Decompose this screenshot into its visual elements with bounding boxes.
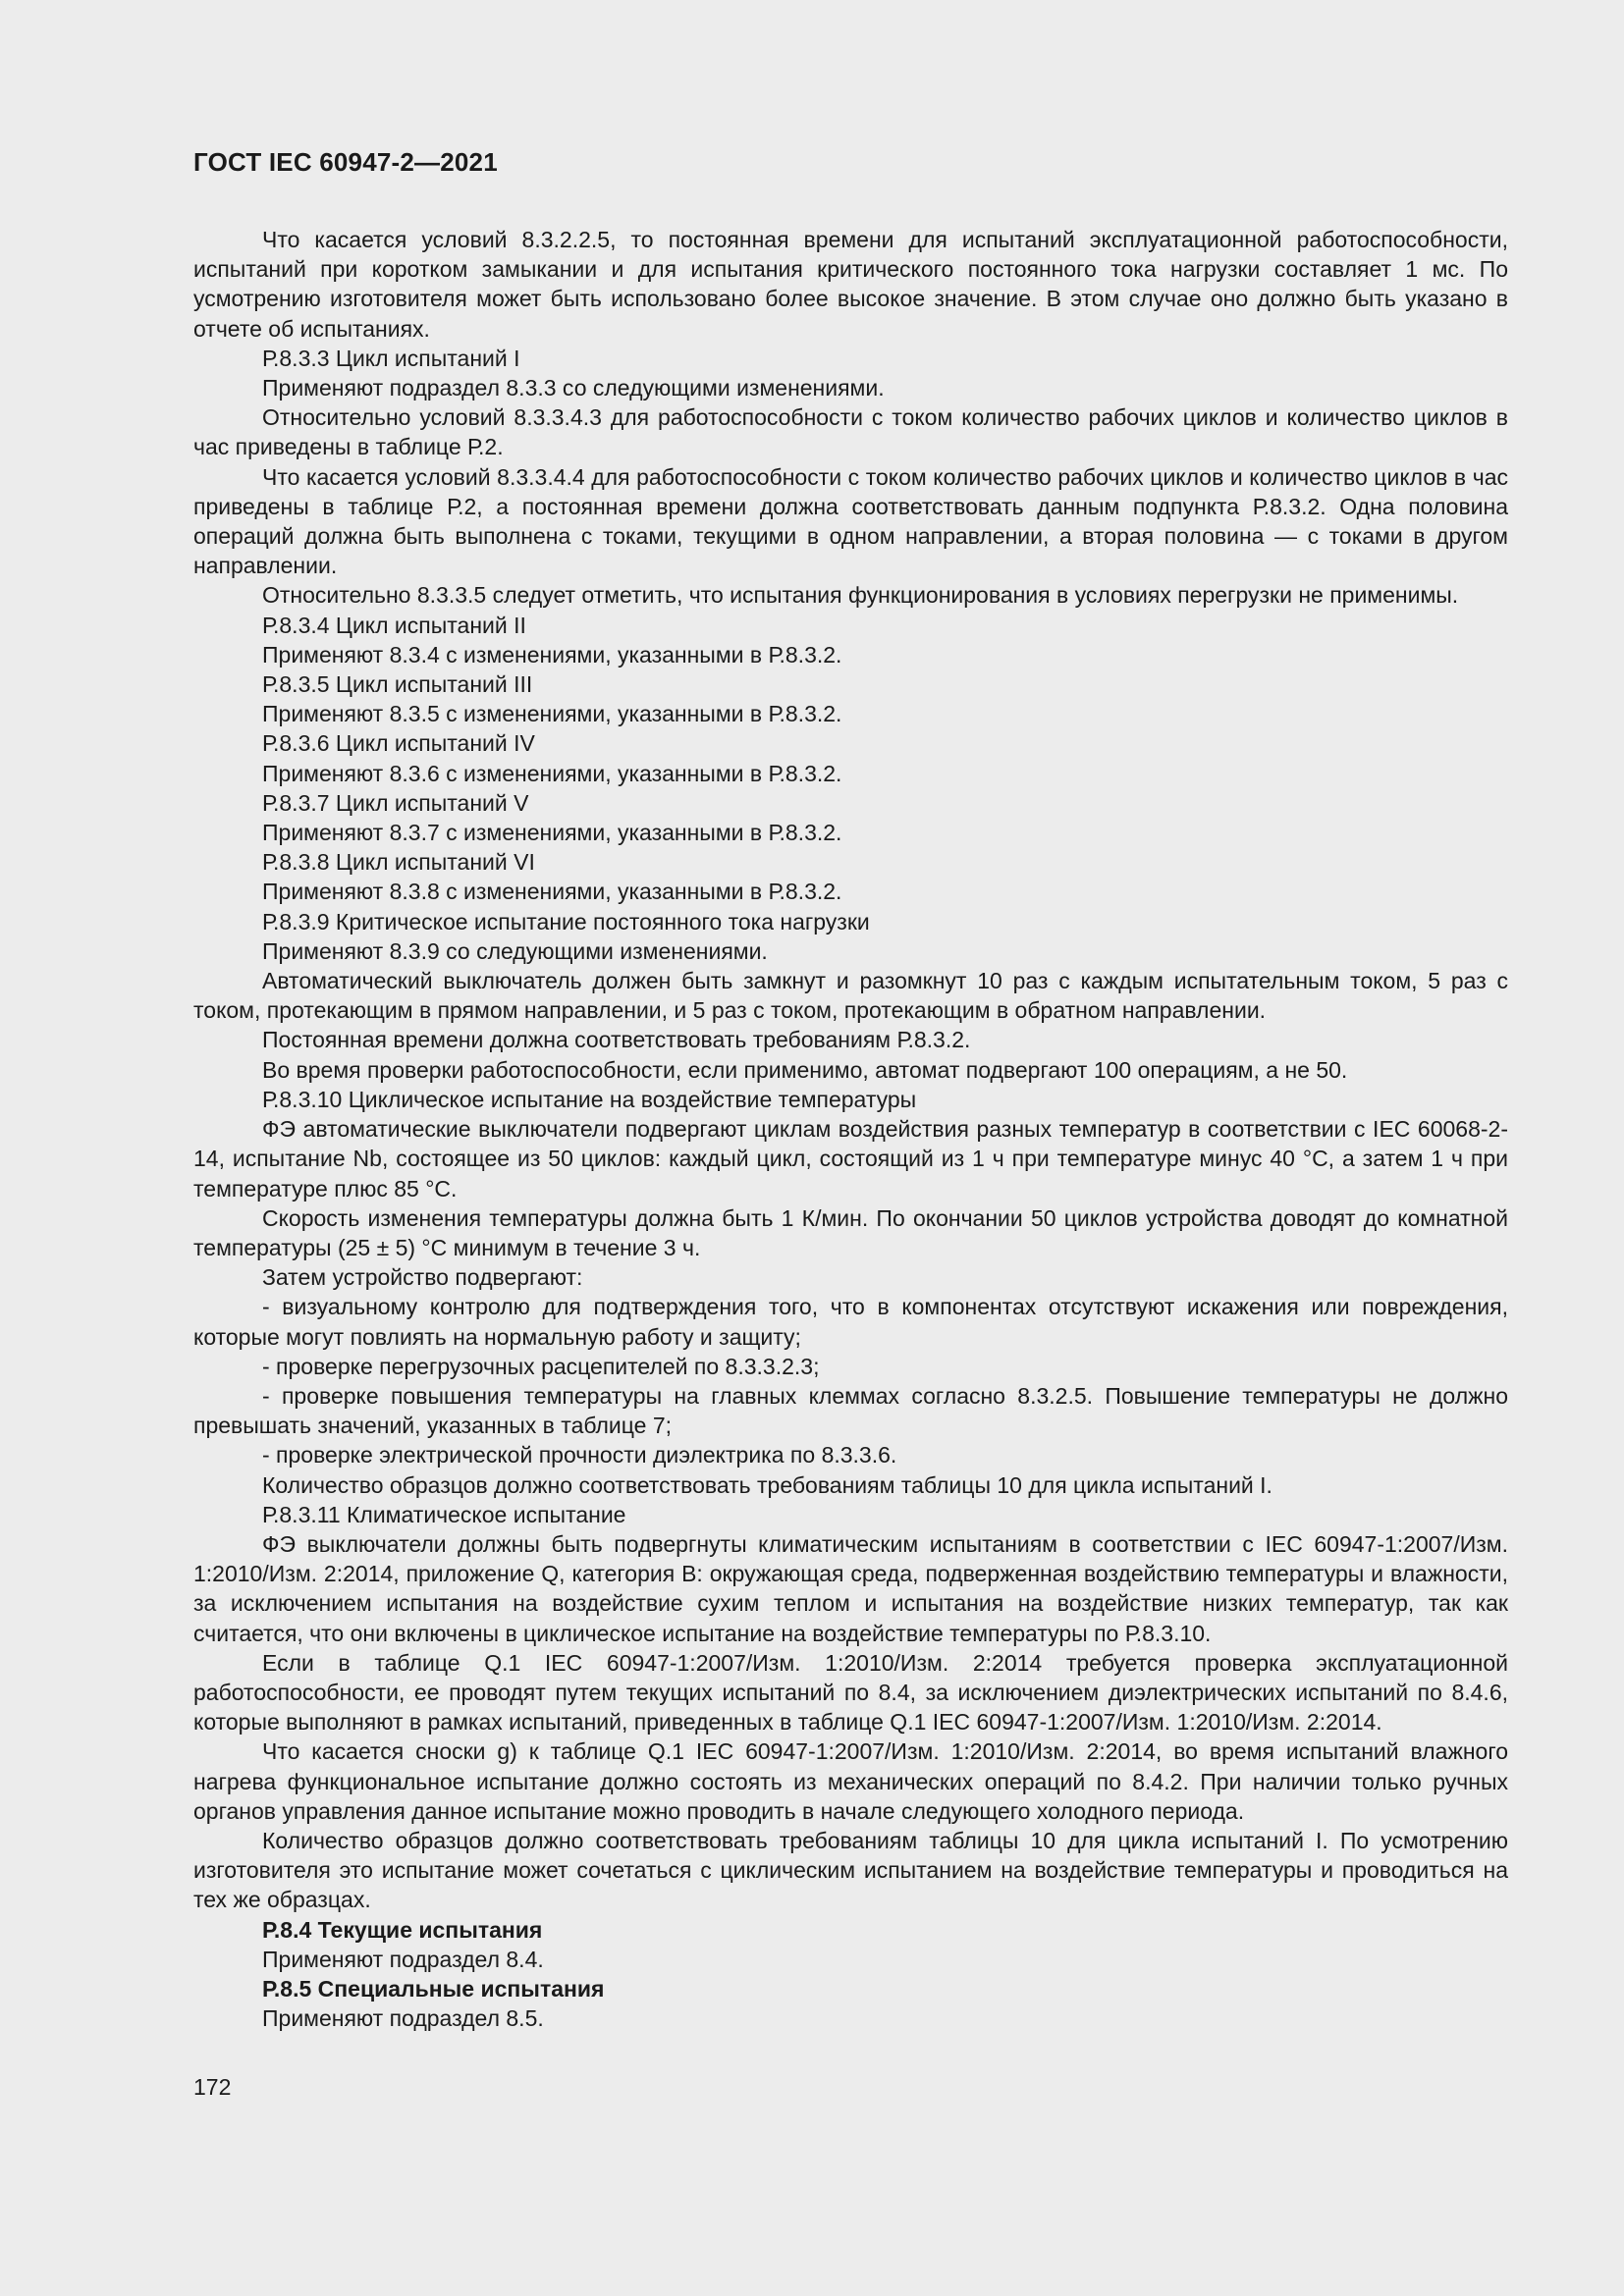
paragraph: Относительно 8.3.3.5 следует отметить, что испытания функционирования в условиях перегрузки не применимы. xyxy=(262,582,1459,609)
paragraph: Применяют подраздел 8.5. xyxy=(262,2005,544,2032)
page-number: 172 xyxy=(193,2074,232,2100)
section-heading: Р.8.4 Текущие испытания xyxy=(262,1916,543,1943)
paragraph: Скорость изменения температуры должна быть 1 К/мин. По окончании 50 циклов устройства доводят до комнатной температуры (25 ± 5) °С минимум в течение 3 ч. xyxy=(193,1204,1508,1260)
paragraph: Количество образцов должно соответствовать требованиям таблицы 10 для цикла испытаний I. xyxy=(262,1471,1272,1498)
paragraph: Количество образцов должно соответствовать требованиям таблицы 10 для цикла испытаний I. По усмотрению изготовителя это испытание может сочетаться с циклическим испытанием на воздействие температуры и проводиться на тех же образцах. xyxy=(193,1827,1508,1913)
section-heading: Р.8.3.10 Циклическое испытание на воздействие температуры xyxy=(262,1086,917,1112)
paragraph: Применяют подраздел 8.4. xyxy=(262,1946,544,1972)
section-heading: Р.8.3.11 Климатическое испытание xyxy=(262,1501,626,1527)
section-heading: Р.8.3.6 Цикл испытаний IV xyxy=(262,730,535,757)
list-item: - проверке электрической прочности диэлектрика по 8.3.3.6. xyxy=(262,1442,897,1468)
paragraph: Автоматический выключатель должен быть замкнут и разомкнут 10 раз с каждым испытательным током, 5 раз с током, протекающим в прямом направлении, и 5 раз с током, протекающим в обратном направлении. xyxy=(193,968,1508,1024)
paragraph: Если в таблице Q.1 IEC 60947-1:2007/Изм. 1:2010/Изм. 2:2014 требуется проверка эксплуатационной работоспособности, ее проводят путем текущих испытаний по 8.4, за исключением диэлектрических испытаний по 8.4.6, которые выполняют в рамках испытаний, приведенных в таблице Q.1 IEC 60947-1:2007/Изм. 1:2010/Изм. 2:2014. xyxy=(193,1649,1508,1735)
paragraph: Во время проверки работоспособности, если применимо, автомат подвергают 100 операциям, а не 50. xyxy=(262,1056,1348,1083)
paragraph: Применяют 8.3.5 с изменениями, указанными в Р.8.3.2. xyxy=(262,701,842,727)
paragraph: Постоянная времени должна соответствовать требованиям Р.8.3.2. xyxy=(262,1027,971,1053)
paragraph: Что касается условий 8.3.2.2.5, то постоянная времени для испытаний эксплуатационной работоспособности, испытаний при коротком замыкании и для испытания критического постоянного тока нагрузки составляет 1 мс. По усмотрению изготовителя может быть использовано более высокое значение. В этом случае оно должно быть указано в отчете об испытаниях. xyxy=(193,227,1508,342)
list-item: - визуальному контролю для подтверждения того, что в компонентах отсутствуют искажения или повреждения, которые могут повлиять на нормальную работу и защиту; xyxy=(193,1294,1508,1350)
list-item: - проверке перегрузочных расцепителей по 8.3.3.2.3; xyxy=(262,1353,820,1379)
paragraph: Применяют 8.3.6 с изменениями, указанными в Р.8.3.2. xyxy=(262,760,842,786)
paragraph: Что касается сноски g) к таблице Q.1 IEC 60947-1:2007/Изм. 1:2010/Изм. 2:2014, во время испытаний влажного нагрева функциональное испытание должно состоять из механических операций по 8.4.2. При наличии только ручных органов управления данное испытание можно проводить в начале следующего холодного периода. xyxy=(193,1738,1508,1824)
section-heading: Р.8.3.8 Цикл испытаний VI xyxy=(262,849,535,876)
section-heading: Р.8.3.5 Цикл испытаний III xyxy=(262,671,533,698)
document-header: ГОСТ IEC 60947-2—2021 xyxy=(193,147,498,177)
paragraph: Применяют 8.3.9 со следующими изменениями. xyxy=(262,937,768,964)
paragraph: Применяют 8.3.4 с изменениями, указанными в Р.8.3.2. xyxy=(262,641,842,667)
section-heading: Р.8.3.4 Цикл испытаний II xyxy=(262,612,526,638)
paragraph: Затем устройство подвергают: xyxy=(262,1264,583,1291)
paragraph: Что касается условий 8.3.3.4.4 для работоспособности с током количество рабочих циклов и количество циклов в час приведены в таблице Р.2, а постоянная времени должна соответствовать данным подпункта Р.8.3.2. Одна половина операций должна быть выполнена с токами, текущими в одном направлении, а вторая половина — с токами в другом направлении. xyxy=(193,463,1508,579)
paragraph: ФЭ автоматические выключатели подвергают циклам воздействия разных температур в соответствии с IEC 60068-2-14, испытание Nb, состоящее из 50 циклов: каждый цикл, состоящий из 1 ч при температуре минус 40 °С, а затем 1 ч при температуре плюс 85 °С. xyxy=(193,1116,1508,1201)
paragraph: Применяют подраздел 8.3.3 со следующими изменениями. xyxy=(262,375,885,401)
section-heading: Р.8.3.7 Цикл испытаний V xyxy=(262,789,529,816)
paragraph: Применяют 8.3.8 с изменениями, указанными в Р.8.3.2. xyxy=(262,879,842,905)
section-heading: Р.8.3.9 Критическое испытание постоянного тока нагрузки xyxy=(262,908,870,934)
section-heading: Р.8.3.3 Цикл испытаний I xyxy=(262,345,520,371)
paragraph: ФЭ выключатели должны быть подвергнуты климатическим испытаниям в соответствии с IEC 60947-1:2007/Изм. 1:2010/Изм. 2:2014, приложение Q, категория В: окружающая среда, подверженная воздействию температуры и влажности, за исключением испытания на воздействие сухим теплом и испытания на воздействие низких температур, так как считается, что они включены в циклическое испытание на воздействие температуры по Р.8.3.10. xyxy=(193,1530,1508,1646)
section-heading: Р.8.5 Специальные испытания xyxy=(262,1975,605,2002)
paragraph: Применяют 8.3.7 с изменениями, указанными в Р.8.3.2. xyxy=(262,820,842,846)
list-item: - проверке повышения температуры на главных клеммах согласно 8.3.2.5. Повышение температуры не должно превышать значений, указанных в таблице 7; xyxy=(193,1382,1508,1439)
paragraph: Относительно условий 8.3.3.4.3 для работоспособности с током количество рабочих циклов и количество циклов в час приведены в таблице Р.2. xyxy=(193,404,1508,460)
document-body xyxy=(193,225,1508,2033)
